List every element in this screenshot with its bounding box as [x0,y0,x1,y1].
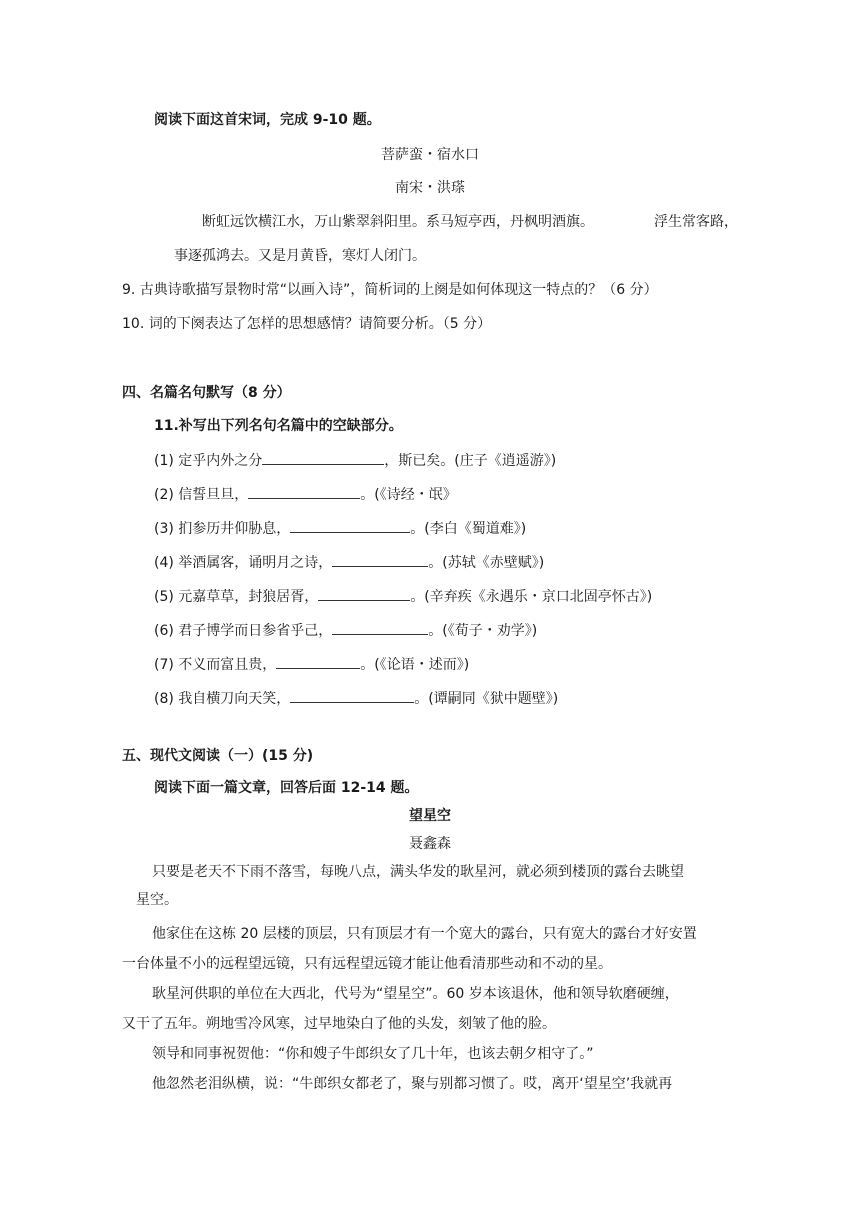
answer-blank-6[interactable] [332,620,428,635]
answer-blank-4[interactable] [332,552,428,567]
fill-item-prefix: (6) 君子博学而日参省乎己， [154,623,333,639]
fill-item-prefix: (8) 我自横刀向天笑， [154,691,291,707]
fill-item-suffix: 。(辛弃疾《永遇乐・京口北固亭怀古》) [410,589,653,605]
section-5-instruction: 阅读下面一篇文章，回答后面 12-14 题。 [154,780,419,796]
fill-item-suffix: 。(谭嗣同《狱中题壁》) [414,691,559,707]
answer-blank-2[interactable] [248,484,360,499]
answer-blank-5[interactable] [318,586,410,601]
poem-line-1b: 浮生常客路， [654,214,738,230]
fill-item-5 [154,586,652,607]
paragraph-5: 他忽然老泪纵横，说：“牛郎织女都老了，聚与别都习惯了。哎，离开‘望星空’我就再 [152,1076,673,1092]
section-5-heading: 五、现代文阅读（一）(15 分) [122,748,314,764]
fill-item-7 [154,654,469,675]
paragraph-4: 领导和同事祝贺他：“你和嫂子牛郎织女了几十年，也该去朝夕相守了。” [152,1046,594,1062]
question-9: 9. 古典诗歌描写景物时常“以画入诗”，简析词的上阕是如何体现这一特点的？（6 分） [122,282,658,298]
question-10: 10. 词的下阕表达了怎样的思想感情？请简要分析。（5 分） [122,316,492,332]
poem-author: 南宋・洪瑹 [395,180,465,196]
paragraph-2-line-2: 一台体量不小的远程望远镜，只有远程望远镜才能让他看清那些动和不动的星。 [122,956,612,972]
paragraph-1-line-1: 只要是老天不下雨不落雪，每晚八点，满头华发的耿星河，就必须到楼顶的露台去眺望 [152,864,684,880]
poem-instruction: 阅读下面这首宋词，完成 9-10 题。 [154,112,381,128]
fill-item-suffix: 。(李白《蜀道难》) [410,521,527,537]
fill-item-suffix: 。(《论语・述而》) [360,657,470,673]
poem-title: 菩萨蛮・宿水口 [381,147,479,163]
paragraph-2-line-1: 他家住在这栋 20 层楼的顶层，只有顶层才有一个宽大的露台，只有宽大的露台才好安置 [152,926,697,942]
paragraph-3-line-2: 又干了五年。朔地雪冷风寒，过早地染白了他的头发，刻皱了他的脸。 [122,1016,556,1032]
fill-item-prefix: (4) 举酒属客，诵明月之诗， [154,555,333,571]
fill-item-prefix: (2) 信誓旦旦， [154,487,249,503]
paragraph-1-line-2: 星空。 [136,892,178,908]
fill-item-6 [154,620,537,641]
fill-item-3 [154,518,526,539]
fill-item-4 [154,552,544,573]
fill-item-suffix: 。(《诗经・氓》 [360,487,457,503]
poem-line-2: 事逐孤鸿去。又是月黄昏，寒灯人闭门。 [174,248,426,264]
answer-blank-7[interactable] [276,654,360,669]
fill-item-1 [154,450,556,471]
fill-item-2 [154,484,457,505]
fill-item-prefix: (3) 扪参历井仰胁息， [154,521,291,537]
question-11: 11.补写出下列名句名篇中的空缺部分。 [154,418,403,434]
section-4-heading: 四、名篇名句默写（8 分） [122,385,291,401]
fill-item-prefix: (7) 不义而富且贵， [154,657,277,673]
fill-item-suffix: 。(苏轼《赤壁赋》) [428,555,545,571]
paragraph-3-line-1: 耿星河供职的单位在大西北，代号为“望星空”。60 岁本该退休，他和领导软磨硬缠， [152,986,679,1002]
answer-blank-3[interactable] [290,518,410,533]
fill-item-suffix: ，斯已矣。(庄子《逍遥游》) [384,453,557,469]
answer-blank-8[interactable] [290,688,414,703]
poem-line-1a: 断虹远饮横江水，万山紫翠斜阳里。系马短亭西，丹枫明酒旗。 [202,214,594,230]
fill-item-8 [154,688,558,709]
answer-blank-1[interactable] [262,450,384,465]
article-title: 望星空 [409,808,451,824]
fill-item-suffix: 。(《荀子・劝学》) [428,623,538,639]
fill-item-prefix: (1) 定乎内外之分 [154,453,263,469]
article-author: 聂鑫森 [409,836,451,852]
fill-item-prefix: (5) 元嘉草草，封狼居胥， [154,589,319,605]
